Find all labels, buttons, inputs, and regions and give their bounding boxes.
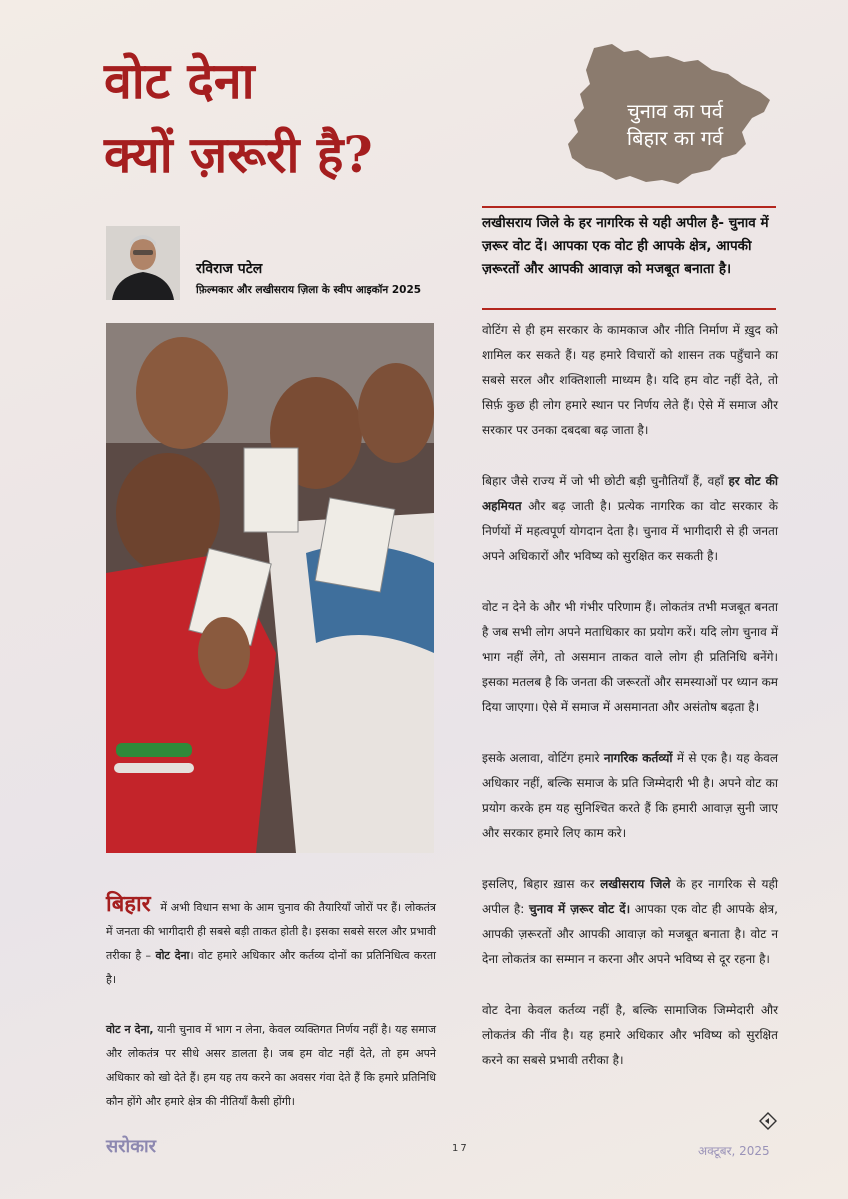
emphasis-text: लखीसराय जिले [600, 877, 671, 891]
emphasis-text: चुनाव में ज़रूर वोट दें। [528, 902, 631, 916]
emphasis-text: वोट देना [155, 949, 190, 962]
emphasis-text: नागरिक कर्तव्यों [603, 751, 673, 765]
title-line-1: वोट देना [104, 51, 255, 110]
text-run: बिहार जैसे राज्य में जो भी छोटी बड़ी चुनौतियाँ हैं, वहाँ [482, 474, 729, 488]
body-paragraph [106, 1018, 436, 1114]
emphasis-text: वोट न देना, [106, 1023, 154, 1036]
left-column [106, 892, 436, 1140]
election-badge [600, 98, 750, 152]
page-title [104, 44, 484, 192]
body-paragraph [482, 872, 778, 972]
title-line-2: क्यों ज़रूरी है? [104, 125, 373, 184]
text-run: यानी चुनाव में भाग न लेना, केवल व्यक्तिगत निर्णय नहीं है। यह समाज और लोकतंत्र पर सीधे असर डालता है। जब हम वोट नहीं देते, तो हम अपने अधिकार को खो देते हैं। हम यह तय करने का अवसर गंवा देते हैं कि हमारे प्रतिनिधि कौन होंगे और हमारे क्षेत्र की नीतियाँ कैसी होंगी। [106, 1023, 436, 1108]
body-paragraph: वोटिंग से ही हम सरकार के कामकाज और नीति निर्माण में ख़ुद को शामिल कर सकते हैं। यह हमारे विचारों को शासन तक पहुँचाने का सबसे सरल और शक्तिशाली माध्यम है। यदि हम वोट नहीं देते, तो सिर्फ़ कुछ ही लोग हमारे स्थान पर निर्णय लेते हैं। ऐसे में समाज और सरकार पर उनका दबदबा बढ़ जाता है। [482, 323, 778, 437]
appeal-rule-bottom [482, 308, 776, 310]
appeal-rule-top [482, 206, 776, 208]
body-paragraph: वोट न देने के और भी गंभीर परिणाम हैं। लोकतंत्र तभी मजबूत बनता है जब सभी लोग अपने मताधिकार का प्रयोग करें। यदि लोग चुनाव में भाग नहीं लेंगे, तो असमान ताकत वाले लोग ही प्रतिनिधि बनेंगे। इसका मतलब है कि जनता की जरूरतों और समस्याओं पर ध्यान कम दिया जाएगा। ऐसे में समाज में असमानता और असंतोष बढ़ता है। [482, 600, 778, 714]
author-photo [106, 226, 180, 300]
body-paragraph [482, 746, 778, 846]
text-run: इसलिए, बिहार ख़ास कर [482, 877, 601, 891]
badge-line-1: चुनाव का पर्व [627, 99, 723, 123]
text-run: में से एक है। यह केवल अधिकार नहीं, बल्कि समाज के प्रति जिम्मेदारी भी है। अपने वोट का प्रयोग करके हम यह सुनिश्चित करते हैं कि हमारी आवाज़ सुनी जाए और सरकार हमारे लिए काम करे। [482, 751, 778, 840]
page-number: 17 [452, 1143, 469, 1154]
magazine-brand: सरोकार [106, 1136, 157, 1157]
author-name: रविराज पटेल [196, 261, 263, 277]
text-run: । वोट हमारे अधिकार और कर्तव्य दोनों का प्रतिनिधित्व करता है। [106, 949, 436, 986]
text-run: और बढ़ जाती है। प्रत्येक नागरिक का वोट सरकार के निर्णयों में महत्वपूर्ण योगदान देता है। चुनाव में भागीदारी से ही जनता अपने अधिकारों और भविष्य को सुरक्षित कर सकती है। [482, 499, 778, 563]
intro-paragraph [106, 892, 436, 992]
voters-photo [106, 323, 434, 853]
text-run: इसके अलावा, वोटिंग हमारे [482, 751, 604, 765]
issue-date: अक्टूबर, 2025 [698, 1144, 770, 1158]
emphasis-text: हर वोट की अहमियत [482, 474, 778, 513]
body-paragraph [482, 469, 778, 569]
appeal-callout: लखीसराय जिले के हर नागरिक से यही अपील है- चुनाव में ज़रूर वोट दें। आपका एक वोट ही आपके क्षेत्र, आपकी ज़रूरतों और आपकी आवाज़ को मजबूत बनाता है। [482, 215, 769, 277]
text-run: में अभी विधान सभा के आम चुनाव की तैयारियाँ जोरों पर हैं। लोकतंत्र में जनता की भागीदारी ही सबसे बड़ी ताकत होती है। इसका सबसे सरल और प्रभावी तरीका है – [106, 901, 436, 962]
body-paragraph: वोट देना केवल कर्तव्य नहीं है, बल्कि सामाजिक जिम्मेदारी और लोकतंत्र की नींव है। यह हमारे अधिकार और भविष्य को सुरक्षित करने का सबसे प्रभावी तरीका है। [482, 1003, 778, 1067]
diamond-nav-icon[interactable] [759, 1112, 777, 1130]
text-run: के हर नागरिक से यही अपील है: [482, 877, 778, 916]
badge-line-2: बिहार का गर्व [626, 126, 724, 150]
dropcap: बिहार [106, 891, 151, 917]
text-run: आपका एक वोट ही आपके क्षेत्र, आपकी ज़रूरतों और आपकी आवाज़ को मजबूत बनाता है। वोट न देना लोकतंत्र का सम्मान न करना और अपने भविष्य से दूर रहना है। [482, 902, 778, 966]
right-column [482, 318, 778, 1099]
author-role: फ़िल्मकार और लखीसराय ज़िला के स्वीप आइकॉन 2025 [196, 284, 422, 296]
